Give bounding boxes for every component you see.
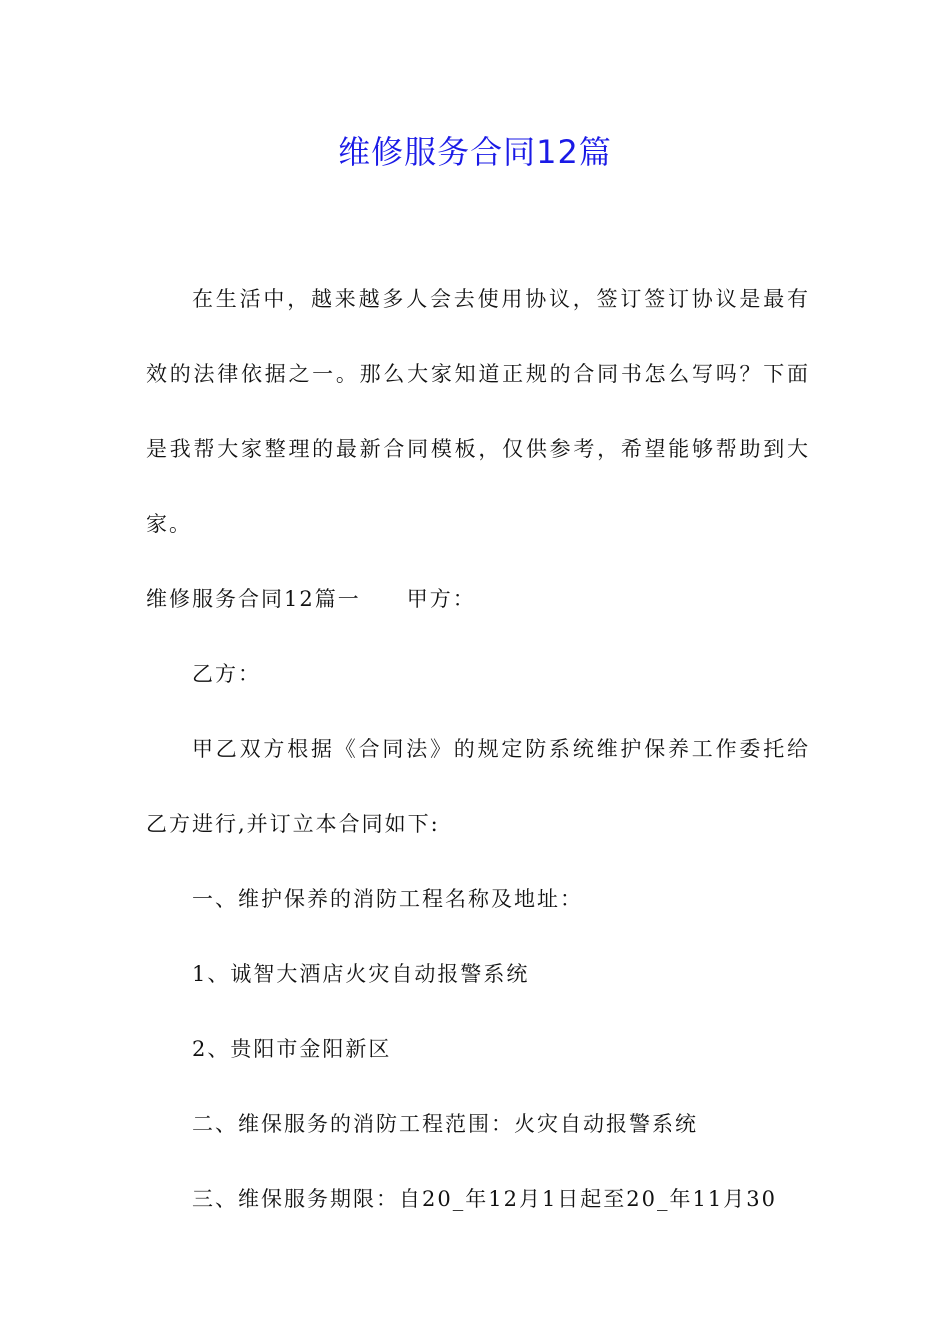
clause-2: 二、维保服务的消防工程范围：火灾自动报警系统 (192, 1112, 698, 1136)
document-body (146, 262, 810, 1237)
preamble-paragraph: 甲乙双方根据《合同法》的规定防系统维护保养工作委托给乙方进行,并订立本合同如下: (146, 737, 810, 836)
section-heading-line (146, 562, 810, 637)
document-title: 维修服务合同12篇 (338, 133, 612, 171)
clause-1-item-2: 2、贵阳市金阳新区 (192, 1037, 392, 1061)
section-heading: 维修服务合同12篇一 (146, 587, 361, 611)
party-b-label: 乙方： (192, 662, 261, 686)
party-a-label: 甲方： (406, 587, 476, 611)
intro-paragraph: 在生活中，越来越多人会去使用协议，签订签订协议是最有效的法律依据之一。那么大家知道正规的合同书怎么写吗？下面是我帮大家整理的最新合同模板，仅供参考，希望能够帮助到大家。 (146, 287, 810, 536)
clause-3: 三、维保服务期限：自20_年12月1日起至20_年11月30 (192, 1187, 777, 1211)
clause-1: 一、维护保养的消防工程名称及地址： (192, 887, 583, 911)
clause-1-item-1: 1、诚智大酒店火灾自动报警系统 (192, 962, 530, 986)
